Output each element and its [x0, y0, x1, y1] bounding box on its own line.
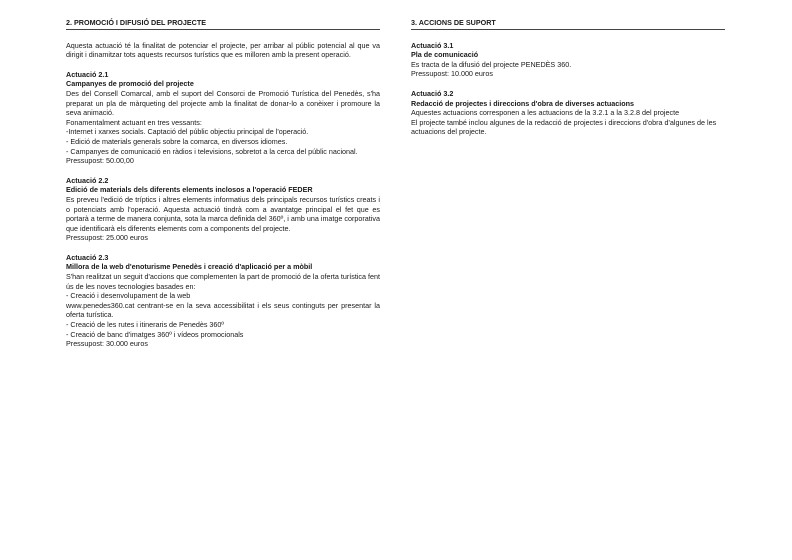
section-heading-promocio: 2. PROMOCIÓ I DIFUSIÓ DEL PROJECTE [66, 18, 380, 30]
action-text: - Edició de materials generals sobre la comarca, en diversos idiomes. [66, 136, 288, 146]
action-title: Actuació 2.3 [66, 252, 109, 262]
section-intro: Aquesta actuació té la finalitat de potenciar el projecte, per arribar al públic potencial al que va dirigit i dinamitzar tots aquests recursos turístics que es milloren amb la present operació. [66, 40, 380, 60]
action-subtitle: Millora de la web d'enoturisme Penedès i creació d'aplicació per a mòbil [66, 262, 313, 272]
action-text: Aquestes actuacions corresponen a les actuacions de la 3.2.1 a la 3.2.8 del projecte [411, 108, 680, 118]
action-text: Fonamentalment actuant en tres vessants: [66, 117, 202, 127]
action-text: www.penedes360.cat centrant-se en la seva accessibilitat i els seus continguts per presentar la oferta turística. [66, 300, 380, 320]
action-block-3-1 [411, 41, 725, 79]
action-subtitle: Redacció de projectes i direccions d'obra de diverses actuacions [411, 98, 635, 108]
action-text: Es tracta de la difusió del projecte PENEDÈS 360. [411, 59, 572, 69]
action-text: Des del Consell Comarcal, amb el suport del Consorci de Promoció Turística del Penedès, s'ha preparat un pla de màrqueting del projecte amb la finalitat de donar-lo a conèixer i promoure la seva animació. [66, 88, 380, 118]
action-subtitle: Edició de materials dels diferents elements inclosos a l'operació FEDER [66, 185, 313, 195]
action-text: - Creació de banc d'imatges 360º i vídeos promocionals [66, 329, 244, 339]
action-text: - Campanyes de comunicació en ràdios i televisions, sobretot a la cerca del públic nacional. [66, 146, 358, 156]
left-column [66, 18, 380, 359]
action-subtitle: Pla de comunicació [411, 50, 479, 60]
action-budget: Pressupost: 50.00,00 [66, 156, 134, 166]
action-text: Es preveu l'edició de tríptics i altres elements informatius dels principals recursos turístics creats i o potenciats amb l'operació. Aquesta actuació tindrà com a avantatge principal el fet que es portarà a terme de manera conjunta, sota la marca definida del 360º, i amb una imatge corporativa que identificarà els diferents elements com a components del projecte. [66, 194, 380, 233]
action-block-2-2 [66, 176, 380, 243]
action-title: Actuació 2.1 [66, 69, 109, 79]
action-text: - Creació de les rutes i itineraris de Penedès 360º [66, 320, 225, 330]
action-text: El projecte també inclou algunes de la redacció de projectes i direccions d'obra d'algunes de les actuacions del projecte. [411, 117, 717, 137]
action-title: Actuació 2.2 [66, 175, 109, 185]
action-block-2-3 [66, 253, 380, 349]
action-title: Actuació 3.1 [411, 40, 454, 50]
action-subtitle: Campanyes de promoció del projecte [66, 79, 194, 89]
right-column [411, 18, 725, 147]
action-budget: Pressupost: 10.000 euros [411, 69, 493, 79]
action-block-2-1 [66, 70, 380, 166]
action-text: S'han realitzat un seguit d'accions que complementen la part de promoció de la oferta turística fent ús de les noves tecnologies basades en: [66, 272, 380, 291]
action-budget: Pressupost: 25.000 euros [66, 233, 148, 243]
section-heading-accions: 3. ACCIONS DE SUPORT [411, 18, 725, 30]
action-text: - Creació i desenvolupament de la web [66, 291, 191, 301]
action-block-3-2 [411, 89, 725, 137]
action-text: -Internet i xarxes socials. Captació del públic objectiu principal de l'operació. [66, 127, 309, 137]
action-title: Actuació 3.2 [411, 88, 454, 98]
action-budget: Pressupost: 30.000 euros [66, 339, 148, 349]
